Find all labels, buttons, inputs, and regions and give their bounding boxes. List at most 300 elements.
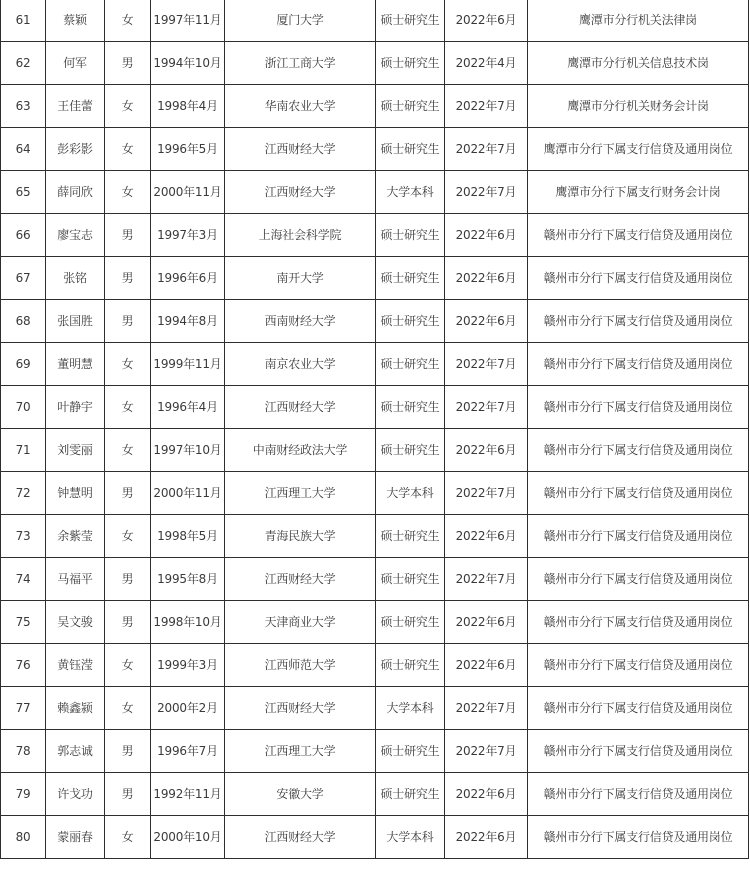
cell-birth-date: [151, 386, 225, 429]
cell-text-gender: 男: [121, 744, 134, 758]
cell-gender: [105, 558, 151, 601]
cell-text-school: 华南农业大学: [264, 99, 336, 113]
cell-serial-number: [1, 386, 46, 429]
cell-text-gender: 女: [121, 830, 134, 844]
cell-text-name: 刘雯丽: [57, 443, 93, 457]
cell-text-gender: 女: [121, 443, 134, 457]
table-row: [1, 644, 749, 687]
cell-degree: [376, 429, 445, 472]
cell-text-graduation: 2022年7月: [455, 357, 517, 371]
cell-text-gender: 男: [121, 228, 134, 242]
cell-text-post: 赣州市分行下属支行信贷及通用岗位: [543, 228, 733, 242]
cell-degree: [376, 171, 445, 214]
cell-school: [225, 42, 376, 85]
cell-text-school: 安徽大学: [276, 787, 324, 801]
cell-text-no: 75: [15, 615, 31, 629]
cell-degree: [376, 257, 445, 300]
cell-post: [528, 687, 749, 730]
cell-text-degree: 大学本科: [386, 701, 434, 715]
cell-text-degree: 硕士研究生: [380, 744, 440, 758]
cell-degree: [376, 644, 445, 687]
cell-post: [528, 128, 749, 171]
cell-text-name: 叶静宇: [57, 400, 93, 414]
cell-text-gender: 男: [121, 572, 134, 586]
cell-text-birth: 1996年6月: [157, 271, 218, 285]
cell-graduation-date: [445, 515, 528, 558]
cell-text-name: 余紫莹: [57, 529, 93, 543]
cell-gender: [105, 429, 151, 472]
cell-serial-number: [1, 171, 46, 214]
cell-text-school: 上海社会科学院: [258, 228, 342, 242]
cell-text-no: 79: [15, 787, 31, 801]
table-row: [1, 558, 749, 601]
cell-text-name: 何军: [63, 56, 87, 70]
cell-serial-number: [1, 85, 46, 128]
cell-name: [46, 644, 105, 687]
cell-graduation-date: [445, 257, 528, 300]
cell-post: [528, 429, 749, 472]
table-row: [1, 601, 749, 644]
cell-school: [225, 214, 376, 257]
cell-school: [225, 300, 376, 343]
cell-text-birth: 1998年4月: [157, 99, 218, 113]
cell-text-post: 赣州市分行下属支行信贷及通用岗位: [543, 830, 733, 844]
cell-text-graduation: 2022年6月: [455, 228, 517, 242]
cell-text-name: 钟慧明: [57, 486, 93, 500]
cell-text-graduation: 2022年7月: [455, 701, 517, 715]
cell-text-birth: 1998年10月: [153, 615, 222, 629]
cell-school: [225, 773, 376, 816]
cell-text-birth: 1995年8月: [157, 572, 218, 586]
cell-text-no: 77: [15, 701, 31, 715]
cell-graduation-date: [445, 128, 528, 171]
cell-text-name: 郭志诚: [57, 744, 93, 758]
cell-text-name: 许戈功: [57, 787, 93, 801]
cell-degree: [376, 773, 445, 816]
cell-graduation-date: [445, 773, 528, 816]
cell-text-birth: 1997年11月: [153, 13, 222, 27]
cell-name: [46, 171, 105, 214]
cell-text-gender: 女: [121, 658, 134, 672]
cell-graduation-date: [445, 601, 528, 644]
cell-text-graduation: 2022年7月: [455, 572, 517, 586]
table-row: [1, 429, 749, 472]
cell-text-graduation: 2022年7月: [455, 744, 517, 758]
cell-birth-date: [151, 601, 225, 644]
cell-school: [225, 343, 376, 386]
cell-graduation-date: [445, 429, 528, 472]
cell-name: [46, 429, 105, 472]
cell-text-degree: 硕士研究生: [380, 787, 440, 801]
cell-post: [528, 343, 749, 386]
cell-text-birth: 2000年10月: [153, 830, 222, 844]
cell-text-birth: 2000年11月: [153, 486, 222, 500]
cell-graduation-date: [445, 472, 528, 515]
cell-text-graduation: 2022年6月: [455, 615, 517, 629]
cell-serial-number: [1, 644, 46, 687]
cell-graduation-date: [445, 171, 528, 214]
cell-text-no: 66: [15, 228, 31, 242]
cell-text-no: 69: [15, 357, 31, 371]
cell-degree: [376, 386, 445, 429]
cell-text-degree: 硕士研究生: [380, 13, 440, 27]
cell-post: [528, 257, 749, 300]
cell-text-post: 赣州市分行下属支行信贷及通用岗位: [543, 314, 733, 328]
cell-post: [528, 472, 749, 515]
cell-birth-date: [151, 85, 225, 128]
cell-text-name: 蒙丽春: [57, 830, 93, 844]
cell-text-gender: 男: [121, 615, 134, 629]
cell-name: [46, 214, 105, 257]
cell-name: [46, 558, 105, 601]
cell-text-name: 赖鑫颍: [57, 701, 93, 715]
table-row: [1, 515, 749, 558]
cell-text-graduation: 2022年6月: [455, 830, 517, 844]
cell-text-post: 赣州市分行下属支行信贷及通用岗位: [543, 357, 733, 371]
cell-text-birth: 1997年10月: [153, 443, 222, 457]
cell-text-gender: 女: [121, 357, 134, 371]
cell-text-graduation: 2022年6月: [455, 787, 517, 801]
cell-text-school: 江西理工大学: [264, 744, 336, 758]
table-row: [1, 128, 749, 171]
cell-gender: [105, 687, 151, 730]
cell-text-name: 马福平: [57, 572, 93, 586]
cell-text-school: 江西财经大学: [264, 185, 336, 199]
cell-text-school: 中南财经政法大学: [252, 443, 348, 457]
cell-degree: [376, 472, 445, 515]
cell-post: [528, 601, 749, 644]
cell-birth-date: [151, 472, 225, 515]
cell-name: [46, 85, 105, 128]
cell-gender: [105, 257, 151, 300]
cell-text-no: 71: [15, 443, 31, 457]
cell-post: [528, 644, 749, 687]
cell-birth-date: [151, 171, 225, 214]
cell-text-degree: 硕士研究生: [380, 271, 440, 285]
cell-text-degree: 硕士研究生: [380, 658, 440, 672]
cell-text-no: 72: [15, 486, 31, 500]
table-row: [1, 816, 749, 859]
cell-post: [528, 171, 749, 214]
cell-name: [46, 687, 105, 730]
cell-serial-number: [1, 515, 46, 558]
cell-gender: [105, 128, 151, 171]
cell-text-post: 赣州市分行下属支行信贷及通用岗位: [543, 615, 733, 629]
cell-name: [46, 386, 105, 429]
cell-school: [225, 85, 376, 128]
cell-text-birth: 1999年11月: [153, 357, 222, 371]
cell-text-birth: 2000年2月: [157, 701, 218, 715]
cell-gender: [105, 386, 151, 429]
cell-text-graduation: 2022年7月: [455, 486, 517, 500]
cell-text-gender: 女: [121, 529, 134, 543]
cell-serial-number: [1, 730, 46, 773]
table-row: [1, 257, 749, 300]
cell-text-school: 浙江工商大学: [264, 56, 336, 70]
cell-text-degree: 硕士研究生: [380, 400, 440, 414]
cell-gender: [105, 601, 151, 644]
table-row: [1, 300, 749, 343]
cell-text-degree: 硕士研究生: [380, 615, 440, 629]
cell-text-birth: 1998年5月: [157, 529, 218, 543]
cell-text-post: 赣州市分行下属支行信贷及通用岗位: [543, 701, 733, 715]
cell-degree: [376, 42, 445, 85]
cell-text-graduation: 2022年7月: [455, 99, 517, 113]
cell-text-post: 鹰潭市分行机关法律岗: [578, 13, 697, 27]
cell-text-degree: 大学本科: [386, 486, 434, 500]
cell-text-name: 蔡颖: [63, 13, 87, 27]
cell-name: [46, 773, 105, 816]
cell-degree: [376, 214, 445, 257]
cell-post: [528, 42, 749, 85]
cell-birth-date: [151, 214, 225, 257]
cell-post: [528, 85, 749, 128]
cell-degree: [376, 128, 445, 171]
cell-degree: [376, 0, 445, 42]
cell-text-no: 74: [15, 572, 31, 586]
cell-school: [225, 472, 376, 515]
cell-text-school: 西南财经大学: [264, 314, 336, 328]
cell-gender: [105, 171, 151, 214]
cell-birth-date: [151, 773, 225, 816]
cell-text-name: 张铭: [63, 271, 87, 285]
cell-text-name: 彭彩影: [57, 142, 93, 156]
cell-birth-date: [151, 257, 225, 300]
cell-birth-date: [151, 0, 225, 42]
cell-text-birth: 2000年11月: [153, 185, 222, 199]
cell-post: [528, 300, 749, 343]
cell-post: [528, 515, 749, 558]
table-row: [1, 773, 749, 816]
cell-degree: [376, 558, 445, 601]
cell-text-degree: 硕士研究生: [380, 314, 440, 328]
cell-text-birth: 1996年5月: [157, 142, 218, 156]
cell-serial-number: [1, 257, 46, 300]
cell-birth-date: [151, 644, 225, 687]
cell-text-no: 64: [15, 142, 31, 156]
cell-school: [225, 515, 376, 558]
cell-graduation-date: [445, 816, 528, 859]
table-body: [1, 0, 749, 859]
cell-gender: [105, 816, 151, 859]
cell-text-degree: 硕士研究生: [380, 572, 440, 586]
cell-text-gender: 男: [121, 314, 134, 328]
cell-birth-date: [151, 515, 225, 558]
cell-school: [225, 816, 376, 859]
cell-graduation-date: [445, 644, 528, 687]
cell-name: [46, 472, 105, 515]
cell-text-degree: 大学本科: [386, 185, 434, 199]
cell-degree: [376, 515, 445, 558]
cell-text-graduation: 2022年6月: [455, 13, 517, 27]
cell-post: [528, 773, 749, 816]
cell-text-school: 南京农业大学: [264, 357, 336, 371]
cell-name: [46, 257, 105, 300]
cell-birth-date: [151, 816, 225, 859]
cell-school: [225, 644, 376, 687]
cell-name: [46, 816, 105, 859]
cell-text-post: 赣州市分行下属支行信贷及通用岗位: [543, 744, 733, 758]
cell-text-school: 江西师范大学: [264, 658, 336, 672]
cell-text-degree: 硕士研究生: [380, 443, 440, 457]
table-row: [1, 214, 749, 257]
cell-text-degree: 硕士研究生: [380, 357, 440, 371]
cell-gender: [105, 42, 151, 85]
cell-post: [528, 730, 749, 773]
cell-text-degree: 硕士研究生: [380, 529, 440, 543]
cell-text-post: 鹰潭市分行下属支行信贷及通用岗位: [543, 142, 733, 156]
cell-post: [528, 214, 749, 257]
cell-text-no: 62: [15, 56, 31, 70]
cell-serial-number: [1, 42, 46, 85]
cell-text-degree: 大学本科: [386, 830, 434, 844]
cell-name: [46, 730, 105, 773]
cell-text-post: 赣州市分行下属支行信贷及通用岗位: [543, 443, 733, 457]
cell-graduation-date: [445, 386, 528, 429]
cell-text-name: 王佳蕾: [57, 99, 93, 113]
cell-birth-date: [151, 429, 225, 472]
cell-school: [225, 687, 376, 730]
cell-name: [46, 300, 105, 343]
cell-birth-date: [151, 128, 225, 171]
cell-text-no: 80: [15, 830, 31, 844]
cell-text-name: 张国胜: [57, 314, 93, 328]
cell-serial-number: [1, 343, 46, 386]
cell-serial-number: [1, 558, 46, 601]
cell-text-post: 鹰潭市分行机关信息技术岗: [567, 56, 709, 70]
cell-text-name: 黄钰滢: [57, 658, 93, 672]
cell-text-school: 江西财经大学: [264, 830, 336, 844]
cell-text-name: 廖宝志: [57, 228, 93, 242]
cell-text-gender: 女: [121, 701, 134, 715]
cell-text-graduation: 2022年4月: [455, 56, 517, 70]
cell-text-no: 78: [15, 744, 31, 758]
cell-text-graduation: 2022年7月: [455, 185, 517, 199]
cell-school: [225, 171, 376, 214]
cell-text-graduation: 2022年6月: [455, 529, 517, 543]
cell-degree: [376, 730, 445, 773]
cell-text-degree: 硕士研究生: [380, 56, 440, 70]
cell-birth-date: [151, 730, 225, 773]
cell-serial-number: [1, 816, 46, 859]
cell-name: [46, 343, 105, 386]
cell-text-graduation: 2022年6月: [455, 658, 517, 672]
table-row: [1, 472, 749, 515]
cell-name: [46, 515, 105, 558]
cell-post: [528, 816, 749, 859]
cell-text-no: 67: [15, 271, 31, 285]
cell-text-graduation: 2022年6月: [455, 271, 517, 285]
cell-serial-number: [1, 0, 46, 42]
cell-text-school: 江西理工大学: [264, 486, 336, 500]
cell-text-graduation: 2022年6月: [455, 443, 517, 457]
table-row: [1, 730, 749, 773]
cell-school: [225, 386, 376, 429]
cell-gender: [105, 644, 151, 687]
cell-graduation-date: [445, 42, 528, 85]
cell-graduation-date: [445, 343, 528, 386]
cell-serial-number: [1, 687, 46, 730]
cell-degree: [376, 343, 445, 386]
cell-graduation-date: [445, 687, 528, 730]
cell-school: [225, 429, 376, 472]
cell-name: [46, 0, 105, 42]
cell-text-gender: 男: [121, 56, 134, 70]
cell-gender: [105, 343, 151, 386]
cell-post: [528, 0, 749, 42]
cell-text-name: 吴文骏: [57, 615, 93, 629]
cell-degree: [376, 687, 445, 730]
cell-serial-number: [1, 300, 46, 343]
cell-serial-number: [1, 128, 46, 171]
cell-text-degree: 硕士研究生: [380, 228, 440, 242]
cell-birth-date: [151, 300, 225, 343]
cell-graduation-date: [445, 730, 528, 773]
cell-birth-date: [151, 558, 225, 601]
table-row: [1, 0, 749, 42]
cell-text-post: 赣州市分行下属支行信贷及通用岗位: [543, 787, 733, 801]
cell-school: [225, 730, 376, 773]
cell-name: [46, 42, 105, 85]
cell-text-gender: 女: [121, 99, 134, 113]
cell-school: [225, 128, 376, 171]
cell-text-birth: 1992年11月: [153, 787, 222, 801]
cell-text-birth: 1999年3月: [157, 658, 218, 672]
cell-post: [528, 558, 749, 601]
cell-text-gender: 女: [121, 400, 134, 414]
cell-serial-number: [1, 429, 46, 472]
cell-graduation-date: [445, 214, 528, 257]
cell-text-school: 南开大学: [276, 271, 324, 285]
cell-text-post: 赣州市分行下属支行信贷及通用岗位: [543, 658, 733, 672]
cell-text-school: 厦门大学: [276, 13, 324, 27]
cell-name: [46, 601, 105, 644]
cell-gender: [105, 472, 151, 515]
cell-text-no: 63: [15, 99, 31, 113]
cell-text-birth: 1996年7月: [157, 744, 218, 758]
cell-text-degree: 硕士研究生: [380, 142, 440, 156]
cell-post: [528, 386, 749, 429]
cell-text-post: 鹰潭市分行下属支行财务会计岗: [555, 185, 721, 199]
table-row: [1, 343, 749, 386]
cell-text-no: 76: [15, 658, 31, 672]
cell-gender: [105, 214, 151, 257]
cell-graduation-date: [445, 85, 528, 128]
cell-graduation-date: [445, 300, 528, 343]
cell-birth-date: [151, 42, 225, 85]
cell-text-gender: 女: [121, 142, 134, 156]
cell-text-no: 68: [15, 314, 31, 328]
cell-text-gender: 女: [121, 185, 134, 199]
cell-school: [225, 0, 376, 42]
cell-text-graduation: 2022年6月: [455, 314, 517, 328]
cell-text-gender: 男: [121, 787, 134, 801]
cell-gender: [105, 0, 151, 42]
cell-degree: [376, 816, 445, 859]
cell-text-school: 江西财经大学: [264, 400, 336, 414]
cell-text-no: 73: [15, 529, 31, 543]
cell-text-school: 江西财经大学: [264, 701, 336, 715]
cell-serial-number: [1, 601, 46, 644]
cell-school: [225, 601, 376, 644]
cell-text-name: 董明慧: [57, 357, 93, 371]
table-row: [1, 42, 749, 85]
cell-graduation-date: [445, 0, 528, 42]
cell-gender: [105, 730, 151, 773]
cell-text-no: 65: [15, 185, 31, 199]
cell-text-post: 赣州市分行下属支行信贷及通用岗位: [543, 529, 733, 543]
cell-gender: [105, 85, 151, 128]
